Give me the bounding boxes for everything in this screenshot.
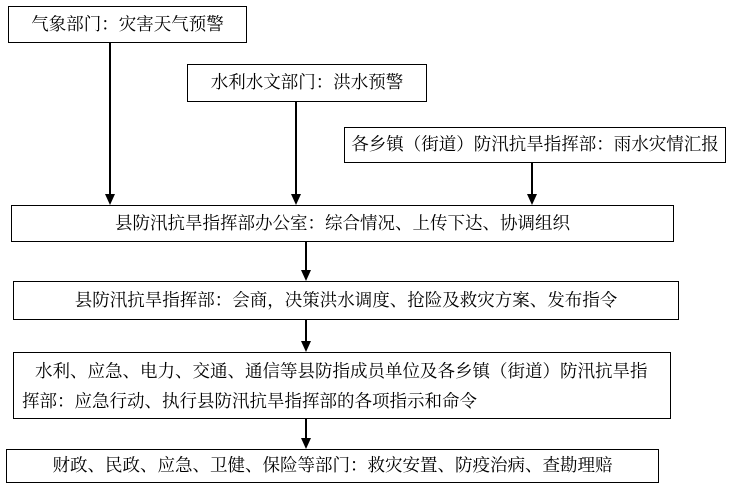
flow-box-label: 水利水文部门：洪水预警 xyxy=(210,72,404,93)
arrow-shaft xyxy=(305,242,307,272)
arrow-shaft xyxy=(305,419,307,440)
arrow-shaft xyxy=(305,320,307,343)
arrow-headquarters-to-member-units xyxy=(300,320,312,352)
flow-box-label-line-1: 水利、应急、电力、交通、通信等县防指成员单位及各乡镇（街道）防汛抗旱指 xyxy=(35,360,648,381)
flow-box-relief-departments xyxy=(6,449,659,483)
arrow-shaft xyxy=(531,163,533,196)
arrow-down-icon xyxy=(301,438,311,449)
arrow-down-icon xyxy=(301,341,311,352)
arrow-down-icon xyxy=(291,194,301,205)
flow-box-label-line-2: 挥部：应急行动、执行县防汛抗旱指挥部的各项指示和命令 xyxy=(22,390,477,411)
arrow-member-units-to-relief xyxy=(300,419,312,449)
flow-box-member-units xyxy=(13,352,671,419)
arrow-hydrology-to-office xyxy=(290,102,302,205)
arrow-office-to-headquarters xyxy=(300,242,312,281)
arrow-townships-to-office xyxy=(526,163,538,205)
flow-box-label: 气象部门：灾害天气预警 xyxy=(31,13,224,34)
flow-box-hydrology xyxy=(187,64,427,102)
arrow-shaft xyxy=(109,43,111,196)
arrow-down-icon xyxy=(301,270,311,281)
flow-box-label: 县防汛抗旱指挥部办公室：综合情况、上传下达、协调组织 xyxy=(115,212,570,233)
arrow-down-icon xyxy=(105,194,115,205)
flow-box-townships xyxy=(344,127,726,163)
flow-box-label: 各乡镇（街道）防汛抗旱指挥部：雨水灾情汇报 xyxy=(351,134,719,155)
flow-box-label: 财政、民政、应急、卫健、保险等部门：救灾安置、防疫治病、查勘理赔 xyxy=(52,455,613,476)
flow-box-label: 县防汛抗旱指挥部：会商，决策洪水调度、抢险及救灾方案、发布指令 xyxy=(74,289,618,310)
arrow-shaft xyxy=(295,102,297,196)
flow-box-county-headquarters xyxy=(13,281,679,320)
flow-box-meteorology xyxy=(8,6,247,43)
arrow-down-icon xyxy=(527,194,537,205)
arrow-meteorology-to-office xyxy=(104,43,116,205)
flow-box-county-office xyxy=(11,205,674,242)
